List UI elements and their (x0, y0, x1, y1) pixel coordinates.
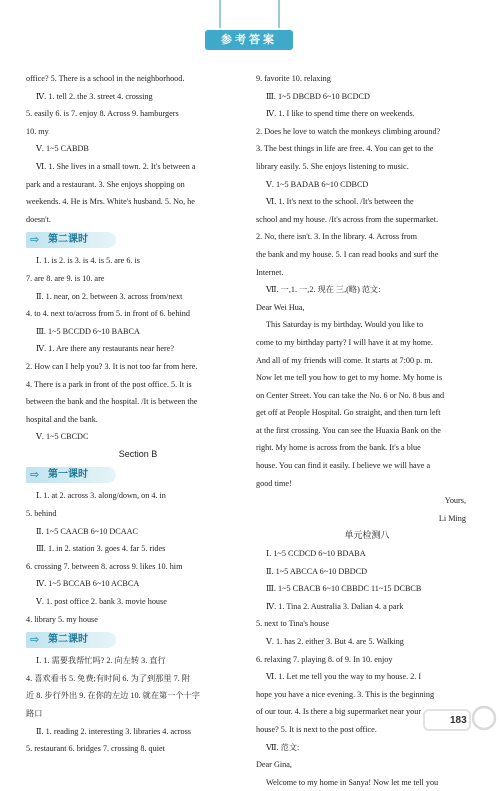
answer-line: the bank and my house. 5. I can read books and surf the (256, 249, 439, 259)
answer-line: house. You can find it easily. I believe we will have a (256, 461, 431, 471)
answer-line: Dear Gina, (256, 760, 292, 770)
answer-line: This Saturday is my birthday. Would you like to (266, 320, 424, 330)
answer-line: weekends. 4. He is Mrs. White's husband. 5. No, he (26, 197, 195, 207)
answer-line: And all of my friends will come. It starts at 7:00 p. m. (256, 355, 433, 365)
answer-line: Ⅱ. 1~5 ABCCA 6~10 DBDCD (266, 566, 368, 576)
answer-line: good time! (256, 478, 292, 488)
answer-line: 4. library 5. my house (26, 614, 98, 624)
answer-line: between the bank and the hospital. /It is between the (26, 397, 198, 407)
lesson-banner-label: 第二课时 (48, 234, 88, 246)
answer-line: library easily. 5. She enjoys listening to music. (256, 161, 409, 171)
answer-line: of our tour. 4. Is there a big supermarket near your (256, 707, 422, 717)
page-header (0, 0, 500, 62)
answer-line: 10. my (26, 126, 49, 136)
answer-line: Ⅰ. 1. at 2. across 3. along/down, on 4. in (36, 491, 166, 501)
answer-line: come to my birthday party? I will have it at my home. (256, 337, 433, 347)
arrow-icon: ⇨ (30, 468, 40, 482)
answer-line: house? 5. It is next to the post office. (256, 724, 377, 734)
lesson-banner-label: 第二课时 (48, 634, 88, 646)
answer-line: Ⅵ. 1. It's next to the school. /It's between the (266, 197, 414, 207)
letter-closing: Yours, (444, 496, 466, 506)
answer-line: Ⅴ. 1. post office 2. bank 3. movie house (36, 597, 167, 607)
answer-line: Ⅳ. 1. Tina 2. Australia 3. Dalian 4. a park (266, 601, 404, 611)
answer-line: 2. Does he love to watch the monkeys climbing around? (256, 126, 441, 136)
answer-line: Ⅲ. 1. in 2. station 3. goes 4. far 5. rides (36, 544, 166, 554)
answer-line: Ⅴ. 1~5 CABDB (36, 144, 89, 154)
answer-line: 9. favorite 10. relaxing (256, 74, 331, 83)
page-number: 183 (450, 715, 467, 726)
answer-line: park and a restaurant. 3. She enjoys shopping on (26, 179, 185, 189)
answer-line: doesn't. (26, 214, 51, 224)
answer-line: Ⅳ. 1. I like to spend time there on weekends. (266, 109, 415, 119)
answer-line: Internet. (256, 267, 284, 277)
lesson-banner (26, 232, 116, 248)
answer-line: 5. behind (26, 509, 57, 519)
answer-line: Ⅶ. 一,1. 一,2. 现在 三,(略) 范文: (266, 285, 381, 295)
header-ribbon-right (278, 0, 280, 28)
answer-line: right. My home is across from the bank. It's a blue (256, 443, 421, 453)
answer-line: 近 8. 步行外出 9. 在你的左边 10. 就在第一个十字 (26, 691, 200, 701)
answer-line: Ⅲ. 1~5 CBACB 6~10 CBBDC 11~15 DCBCB (266, 584, 422, 594)
answer-line: 3. The best things in life are free. 4. You can get to the (256, 144, 434, 154)
answer-line: 5. restaurant 6. bridges 7. crossing 8. quiet (26, 744, 165, 754)
answer-line: at the first crossing. You can see the Huaxia Bank on the (256, 425, 441, 435)
answer-line: Ⅵ. 1. She lives in a small town. 2. It's between a (36, 161, 196, 171)
right-column (256, 70, 478, 791)
answer-line: on Center Street. You can take the No. 6 or No. 8 bus and (256, 390, 445, 400)
lesson-banner (26, 467, 116, 483)
answer-line: 7. are 8. are 9. is 10. are (26, 273, 105, 283)
answer-line: Ⅴ. 1~5 BADAB 6~10 CDBCD (266, 179, 369, 189)
answer-line: Now let me tell you how to get to my home. My home is (256, 373, 443, 383)
answer-line: Ⅴ. 1. has 2. either 3. But 4. are 5. Walking (266, 637, 404, 646)
answer-line: Ⅳ. 1. tell 2. the 3. street 4. crossing (36, 91, 153, 101)
answer-line: Ⅰ. 1. is 2. is 3. is 4. is 5. are 6. is (36, 256, 140, 266)
header-ribbon-left (219, 0, 221, 28)
answer-line: Ⅱ. 1~5 CAACB 6~10 DCAAC (36, 526, 138, 536)
answer-line: 6. crossing 7. between 8. across 9. likes 10. him (26, 561, 183, 571)
letter-signature: Li Ming (438, 513, 466, 523)
answer-line: 2. No, there isn't. 3. In the library. 4. Across from (256, 232, 418, 242)
arrow-icon: ⇨ (30, 633, 40, 647)
header-title: 参考答案 (205, 30, 293, 50)
answer-line: 2. How can I help you? 3. It is not too far from here. (26, 361, 198, 371)
answer-line: 4. to 4. next to/across from 5. in front of 6. behind (26, 309, 190, 319)
answer-line: Ⅲ. 1~5 DBCBD 6~10 BCDCD (266, 91, 370, 101)
left-column (26, 70, 250, 758)
answer-line: office? 5. There is a school in the neighborhood. (26, 74, 185, 83)
watermark-logo (420, 702, 498, 738)
answer-line: Ⅱ. 1. near, on 2. between 3. across from/next (36, 291, 183, 301)
answer-line: hospital and the bank. (26, 414, 98, 424)
answer-line: 4. There is a park in front of the post office. 5. It is (26, 379, 192, 389)
answer-line: get off at People Hospital. Go straight, and then turn left (256, 408, 441, 418)
answer-line: school and my house. /It's across from the supermarket. (256, 214, 439, 224)
answer-line: Ⅰ. 1~5 CCDCD 6~10 BDABA (266, 549, 366, 559)
answer-line: Ⅱ. 1. reading 2. interesting 3. libraries 4. across (36, 726, 191, 736)
answer-line: Ⅶ. 范文: (266, 742, 300, 752)
answer-line: hope you have a nice evening. 3. This is the beginning (256, 689, 435, 699)
answer-line: Ⅳ. 1~5 BCCAB 6~10 ACBCA (36, 579, 140, 589)
answer-line: 路口 (26, 709, 43, 718)
answer-line: 5. next to Tina's house (256, 619, 330, 629)
section-title: Section B (118, 448, 158, 459)
lesson-banner (26, 632, 116, 648)
arrow-icon: ⇨ (30, 233, 40, 247)
answer-line: Welcome to my home in Sanya! Now let me tell you (266, 777, 439, 787)
answer-line: Ⅳ. 1. Are there any restaurants near here? (36, 344, 174, 354)
answer-line: Ⅴ. 1~5 CBCDC (36, 432, 89, 442)
answer-line: Ⅲ. 1~5 BCCDD 6~10 BABCA (36, 326, 140, 336)
answer-line: Dear Wei Hua, (256, 302, 305, 312)
unit-test-title: 单元检测八 (344, 530, 390, 541)
lesson-banner-label: 第一课时 (48, 469, 88, 481)
answer-line: 6. relaxing 7. playing 8. of 9. In 10. enjoy (256, 654, 393, 664)
answer-line: Ⅰ. 1. 需要我帮忙吗? 2. 向左转 3. 直行 (36, 656, 166, 666)
answer-line: Ⅵ. 1. Let me tell you the way to my house. 2. I (266, 672, 422, 682)
answer-line: 5. easily 6. is 7. enjoy 8. Across 9. hamburgers (26, 109, 179, 119)
answer-line: 4. 喜欢看书 5. 免费;有时间 6. 为了到那里 7. 附 (26, 673, 190, 683)
